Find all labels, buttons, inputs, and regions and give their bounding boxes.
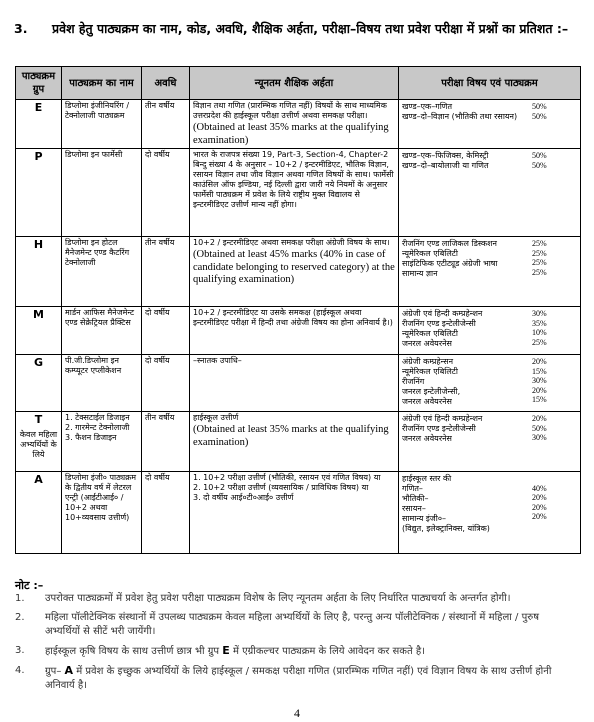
note-item <box>15 664 575 693</box>
notes-heading: नोट :– <box>15 579 44 592</box>
subject-percent: 30% <box>532 376 547 386</box>
percent-column <box>532 102 572 121</box>
note-text-main: महिला पॉलीटेक्निक संस्थानों में उपलब्ध पाठ्यक्रम केवल महिला अभ्यर्थियों के लिए है, परन्तु अन्य पॉलीटेक्निक / संस्थानों में महिला / पुरुष अभ्यर्थियों से सीटें भरी जायेंगी। <box>45 612 540 637</box>
group-code: G <box>33 356 44 369</box>
header-qualification: न्यूनतम शैक्षिक अर्हता <box>190 67 399 100</box>
qualification-cell <box>190 412 399 472</box>
note-text-main: उपरोक्त पाठ्यक्रमों में प्रवेश हेतु प्रवेश परीक्षा पाठ्यक्रम विशेष के लिए न्यूनतम अर्हता के लिए निर्धारित पाठ्यचर्या के अन्तर्गत होगी। <box>45 593 511 604</box>
note-text <box>45 644 575 659</box>
qualification-cell <box>190 307 399 355</box>
duration-cell <box>142 307 190 355</box>
subject-percent: 20% <box>532 357 547 366</box>
qualification-text: हाईस्कूल उत्तीर्ण <box>193 413 239 422</box>
subject-percent: 50% <box>532 102 547 111</box>
subject-percent: 20% <box>532 385 547 395</box>
note-text <box>45 664 575 693</box>
subject-percent: 40% <box>532 483 547 493</box>
note-item <box>15 611 575 639</box>
group-code: A <box>34 473 43 486</box>
group-cell <box>16 237 62 307</box>
subject-percent: 20% <box>532 493 547 503</box>
qualification-text: 10+2 / इन्टरमीडिएट अथवा समकक्ष परीक्षा अंग्रेजी विषय के साथ। <box>193 238 390 247</box>
page-number: 4 <box>294 706 300 720</box>
group-code: M <box>33 308 44 321</box>
subject-percent: 20% <box>532 512 547 522</box>
section-title: प्रवेश हेतु पाठ्यक्रम का नाम, कोड, अवधि, शैक्षिक अर्हता, परीक्षा–विषय तथा प्रवेश परीक्षा में प्रश्नों का प्रतिशत :– <box>52 21 569 36</box>
course-duration: तीन वर्षीय <box>145 238 175 247</box>
header-group: पाठ्यक्रम ग्रुप <box>16 67 62 100</box>
percent-column <box>532 474 572 522</box>
subject-percent: 25% <box>532 337 547 347</box>
subject-list: खण्ड–एक–फिजिक्स, केमिस्ट्री खण्ड–दो–बायोलाजी या गणित <box>402 151 489 170</box>
note-group-letter: E <box>222 644 230 657</box>
course-cell <box>62 472 142 554</box>
subjects-cell <box>399 237 581 307</box>
table-row <box>16 472 581 554</box>
course-name: 1. टेक्सटाईल डिजाइन 2. गारमेन्ट टेक्नोलाजी 3. फैशन डिजाइन <box>65 413 130 442</box>
group-cell <box>16 100 62 149</box>
subject-list: अंग्रेजी एवं हिन्दी कम्प्रहेन्शन रीजनिंग एण्ड इन्टेलीजेन्सी जनरल अवेयरनेस <box>402 414 483 443</box>
header-subjects: परीक्षा विषय एवं पाठ्यक्रम <box>399 67 581 100</box>
course-cell <box>62 237 142 307</box>
percent-column <box>532 309 572 347</box>
group-code: T <box>34 413 43 426</box>
qualification-cell <box>190 237 399 307</box>
subject-percent <box>532 474 572 484</box>
course-cell <box>62 149 142 237</box>
qualification-cell <box>190 100 399 149</box>
group-note: केवल महिला अभ्यर्थियों के लिये <box>19 430 58 459</box>
course-name: मार्डन आफिस मैनेजमेन्ट एण्ड सेक्रेट्रियल प्रैक्टिस <box>65 308 134 327</box>
subject-percent: 25% <box>532 239 547 248</box>
group-cell <box>16 149 62 237</box>
qualification-cell <box>190 149 399 237</box>
note-text-pre: हाईस्कूल कृषि विषय के साथ उत्तीर्ण छात्र भी ग्रुप <box>45 646 223 657</box>
duration-cell <box>142 355 190 412</box>
course-cell <box>62 355 142 412</box>
qualification-marks: (Obtained at least 45% marks (40% in case of candidate belonging to reserved category) at the qualifying examination) <box>193 249 395 285</box>
group-cell <box>16 355 62 412</box>
course-duration: दो वर्षीय <box>145 473 170 482</box>
note-text <box>45 592 575 606</box>
table-header-row <box>16 67 581 100</box>
duration-cell <box>142 412 190 472</box>
qualification-marks: (Obtained at least 35% marks at the qualifying examination) <box>193 424 389 448</box>
subject-percent: 20% <box>532 414 547 423</box>
note-number: 3. <box>15 645 25 656</box>
course-name: डिप्लोमा इंजी० पाठ्यक्रम के द्वितीय वर्ष में लेटरल एन्ट्री (आईटीआई० / 10+2 अथवा 10+व्यवसाय उत्तीर्ण) <box>65 473 137 522</box>
course-duration: तीन वर्षीय <box>145 413 175 422</box>
duration-cell <box>142 149 190 237</box>
note-text-main: में एग्रीकल्चर पाठ्यक्रम के लिये आवेदन कर सकते है। <box>229 646 425 657</box>
qualification-text: 10+2 / इन्टरमीडिएट या उसके समकक्ष (हाईस्कूल अथवा इन्टरमीडिएट परीक्षा में हिन्दी तथा अंग्रेजी विषय का होना अनिवार्य है।) <box>193 308 393 327</box>
subject-list: अंग्रेजी एवं हिन्दी कम्प्रहेन्शन रीजनिंग एण्ड इन्टेलीजेन्सी न्यूमेरिकल एबिलिटी जनरल अवेयरनेस <box>402 309 483 348</box>
subject-list: हाईस्कूल स्तर की गणित– भौतिकी– रसायन– सामान्य इंजी०– (विद्युत, इलेक्ट्रानिक्स, यांत्रिक) <box>402 474 490 533</box>
qualification-text: विज्ञान तथा गणित (प्रारम्भिक गणित नहीं) विषयों के साथ माध्यमिक उत्तरप्रदेश की हाईस्कूल परीक्षा उत्तीर्ण अथवा समकक्ष परीक्षा। <box>193 101 387 120</box>
subject-percent: 25% <box>532 248 547 258</box>
notes-list <box>15 592 575 698</box>
note-text-pre: ग्रुप– <box>45 666 65 677</box>
subject-list: खण्ड–एक–गणित खण्ड–दो–विज्ञान (भौतिकी तथा रसायन) <box>402 102 518 121</box>
group-cell <box>16 307 62 355</box>
qualification-cell <box>190 472 399 554</box>
subject-percent: 30% <box>532 433 547 443</box>
percent-column <box>532 151 572 170</box>
subjects-cell <box>399 149 581 237</box>
duration-cell <box>142 100 190 149</box>
header-duration: अवधि <box>142 67 190 100</box>
subject-percent: 50% <box>532 160 547 170</box>
course-duration: दो वर्षीय <box>145 356 170 365</box>
subject-percent: 30% <box>532 309 547 318</box>
percent-column <box>532 357 572 405</box>
subject-percent: 25% <box>532 258 547 268</box>
subjects-cell <box>399 412 581 472</box>
subject-list: रीजनिंग एण्ड लाजिकल डिस्कशन न्यूमेरिकल एबिलिटी साइंटिफिक एटीट्यूड अंग्रेजी भाषा सामान्य ज्ञान <box>402 239 498 278</box>
note-text <box>45 611 575 639</box>
note-text-main: में प्रवेश के इच्छुक अभ्यर्थियों के लिये हाईस्कूल / समकक्ष परीक्षा गणित (प्रारम्भिक गणित नहीं) एवं विज्ञान विषय के साथ उत्तीर्ण होनी अनिवार्य है। <box>45 666 552 691</box>
subject-percent: 50% <box>532 423 547 433</box>
qualification-text: 1. 10+2 परीक्षा उत्तीर्ण (भौतिकी, रसायन एवं गणित विषय) या 2. 10+2 परीक्षा उत्तीर्ण (व्यवसायिक / प्राविधिक विषय) या 3. दो वर्षीय आई०टी०आई० उत्तीर्ण <box>193 473 381 502</box>
subjects-cell <box>399 472 581 554</box>
table-row <box>16 412 581 472</box>
course-duration: तीन वर्षीय <box>145 101 175 110</box>
subject-percent: 50% <box>532 151 547 160</box>
percent-column <box>532 414 572 443</box>
course-cell <box>62 307 142 355</box>
duration-cell <box>142 472 190 554</box>
note-number: 2. <box>15 612 25 623</box>
note-item <box>15 592 575 606</box>
subject-percent: 15% <box>532 366 547 376</box>
section-number: 3. <box>14 21 28 36</box>
group-cell <box>16 472 62 554</box>
course-name: पी.जी.डिप्लोमा इन कम्प्यूटर एप्लीकेशन <box>65 356 122 375</box>
subject-list: अंग्रेजी कम्प्रहेन्सन न्यूमेरिकल एबिलिटी रीजनिंग जनरल इन्टेलीजेन्सी, जनरल अवेयरनेस <box>402 357 461 406</box>
course-name: डिप्लोमा इंजीनियरिंग / टेक्नोलाजी पाठ्यक्रम <box>65 101 130 120</box>
course-table <box>15 66 581 554</box>
table-row <box>16 100 581 149</box>
note-item <box>15 644 575 659</box>
subjects-cell <box>399 100 581 149</box>
course-name: डिप्लोमा इन होटल मैनेजमेन्ट एण्ड कैटरिंग टेक्नोलाजी <box>65 238 130 267</box>
subject-percent: 15% <box>532 395 547 405</box>
note-number: 1. <box>15 593 25 604</box>
qualification-text: भारत के राजपत्र संख्या 19, Part-3, Section-4, Chapter-2 बिन्दु संख्या 4 के अनुसार – 10+2 / इन्टरमीडिएट, भौतिक विज्ञान, रसायन विज्ञान तथा जीव विज्ञान अथवा गणित विषयों के साथ। फार्मेसी काउंसिल ऑफ इण्डिया, नई दिल्ली द्वारा जारी नये नियमों के अनुसार फार्मेसी पाठ्यक्रम में प्रवेश के लिये राष्ट्रीय मुक्त विद्यालय से इन्टरमीडिएट उत्तीर्ण मान्य नहीं होगा। <box>193 150 394 209</box>
table-row <box>16 149 581 237</box>
subject-percent: 25% <box>532 267 547 277</box>
course-cell <box>62 412 142 472</box>
subjects-cell <box>399 307 581 355</box>
group-cell <box>16 412 62 472</box>
qualification-marks: (Obtained at least 35% marks at the qualifying examination) <box>193 122 389 146</box>
group-code: P <box>34 150 43 163</box>
table-row <box>16 237 581 307</box>
course-cell <box>62 100 142 149</box>
subject-percent: 50% <box>532 111 547 121</box>
table-row <box>16 355 581 412</box>
subject-percent: 35% <box>532 318 547 328</box>
qualification-cell <box>190 355 399 412</box>
subject-percent: 20% <box>532 502 547 512</box>
course-duration: दो वर्षीय <box>145 308 170 317</box>
group-code: E <box>34 101 43 114</box>
subjects-cell <box>399 355 581 412</box>
qualification-text: –स्नातक उपाधि– <box>193 356 242 365</box>
course-name: डिप्लोमा इन फार्मेसी <box>65 150 123 159</box>
group-code: H <box>33 238 44 251</box>
table-row <box>16 307 581 355</box>
note-group-letter: A <box>64 664 74 677</box>
note-number: 4. <box>15 665 25 676</box>
subject-percent: 10% <box>532 328 547 338</box>
header-course: पाठ्यक्रम का नाम <box>62 67 142 100</box>
course-duration: दो वर्षीय <box>145 150 170 159</box>
duration-cell <box>142 237 190 307</box>
percent-column <box>532 239 572 277</box>
